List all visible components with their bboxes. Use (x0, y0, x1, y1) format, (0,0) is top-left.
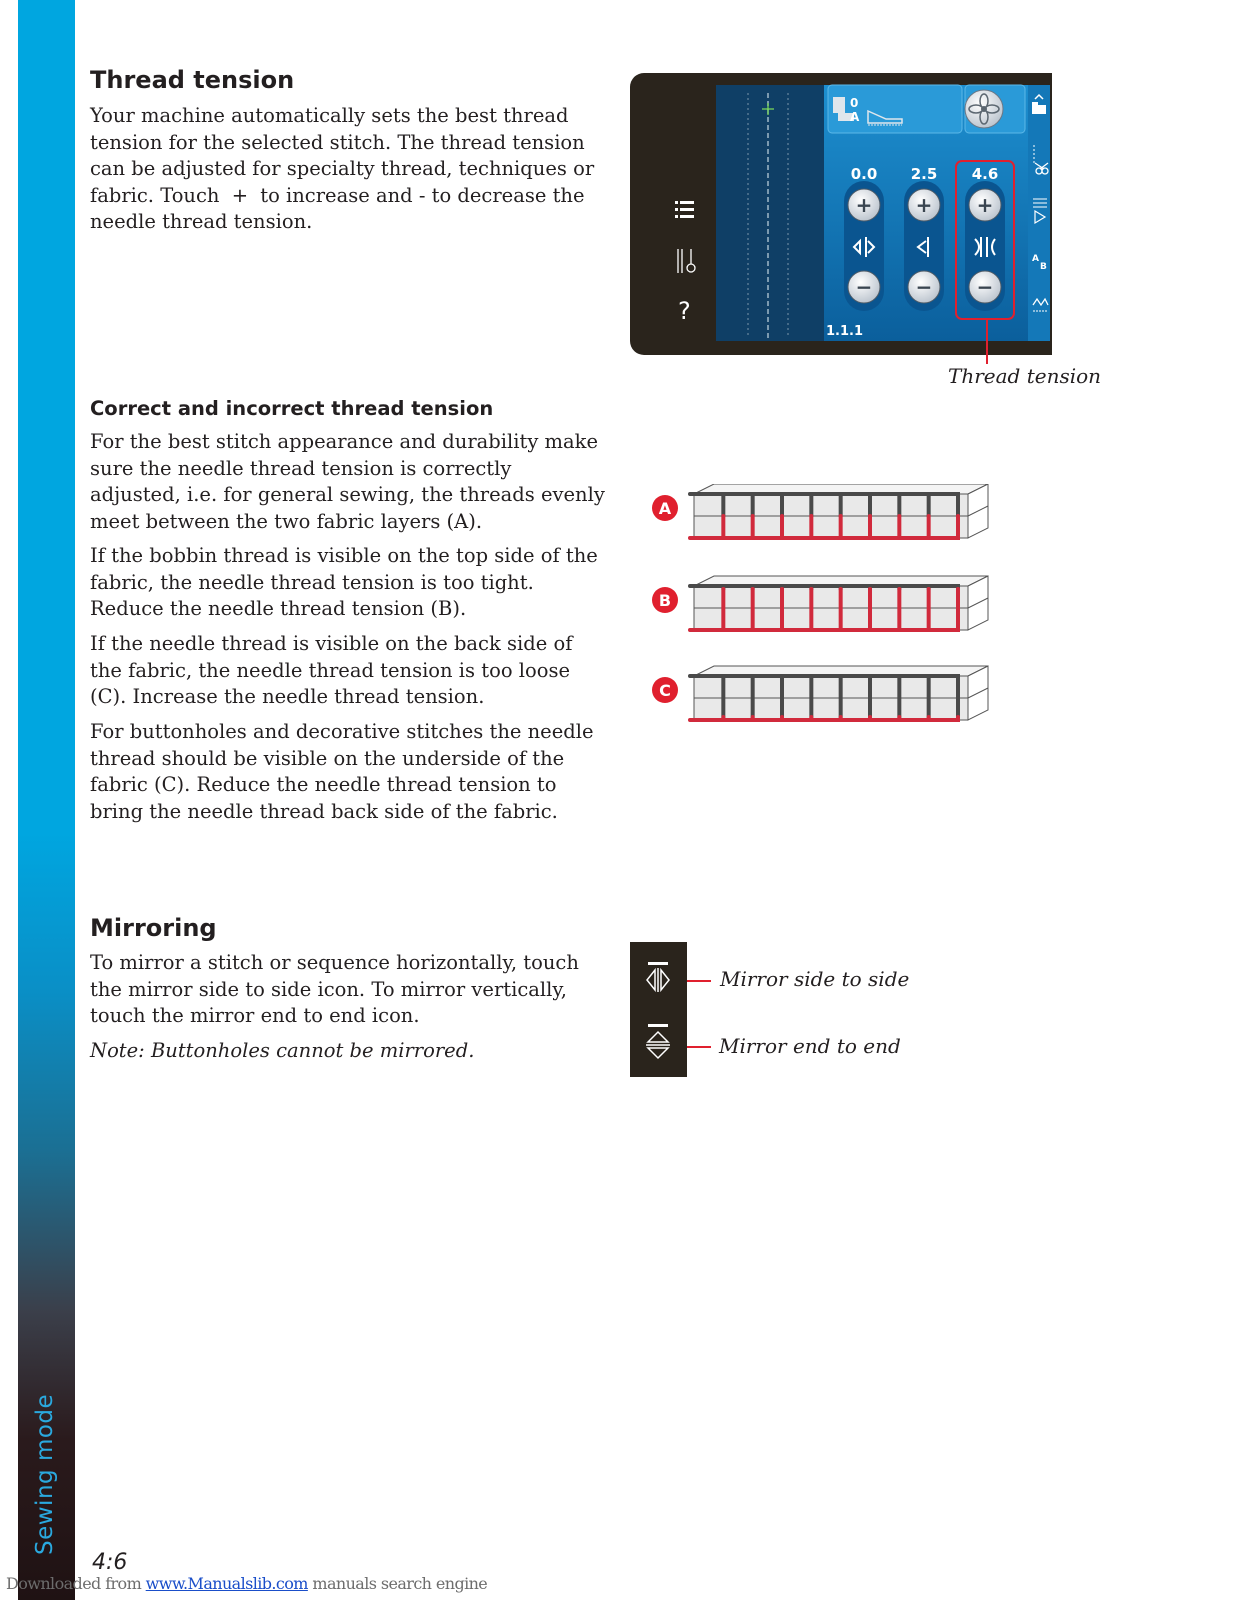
body-text-after: to increase and - to decrease the needle thread tension. (90, 183, 585, 233)
mirror-end-to-end-icon (646, 1024, 670, 1058)
plus-button-0-glyph: + (855, 193, 873, 217)
sidebar-section-label: Sewing mode (32, 1393, 58, 1555)
label-letter-c: C (659, 681, 671, 700)
footer-prefix: Downloaded from (6, 1574, 142, 1593)
tension-illustrations (648, 484, 1028, 754)
minus-button-2-glyph: − (976, 275, 994, 299)
footer-suffix: manuals search engine (312, 1574, 488, 1593)
mirror-side-to-side-icon (647, 962, 669, 992)
section-title-thread-tension: Thread tension (90, 66, 295, 94)
mirror-end-to-end-label: Mirror end to end (719, 1034, 901, 1058)
stitch-menu-icon (965, 90, 1003, 128)
manualslib-link[interactable]: www.Manualslib.com (145, 1574, 308, 1593)
mirroring-note: Note: Buttonholes cannot be mirrored. (90, 1039, 475, 1062)
plus-symbol: + (231, 183, 249, 207)
program-number: 1.1.1 (826, 324, 864, 339)
mirroring-body: To mirror a stitch or sequence horizontally, touch the mirror side to side icon. To mirror vertically, touch the mirror end to end icon. (90, 951, 579, 1027)
svg-text:0: 0 (850, 96, 859, 110)
minus-button-1-glyph: − (915, 275, 933, 299)
menu-list-icon (675, 201, 694, 218)
svg-text:A: A (850, 110, 860, 124)
plus-button-1-glyph: + (915, 193, 933, 217)
plus-button-2-glyph: + (976, 193, 994, 217)
footer (6, 1574, 487, 1593)
page-number: 4:6 (92, 1550, 128, 1575)
body-text-before: Your machine automatically sets the best thread tension for the selected stitch. The thread tension can be adjusted for specialty thread, techniques or fabric. Touch (90, 104, 595, 207)
tension-value-0: 0.0 (850, 165, 878, 183)
thread-tension-caption: Thread tension (948, 364, 1102, 388)
stitch-preview-area (716, 85, 824, 341)
paragraph-buttonholes: For buttonholes and decorative stitches the needle thread should be visible on the underside of the fabric (C). Reduce the needle thread tension to bring the needle thread back side of the fabric. (90, 720, 594, 823)
settings-tools-icon (678, 249, 695, 273)
mirror-side-callout-line (687, 980, 711, 982)
sidebar-color-band (18, 0, 75, 1600)
paragraph-correct-tension: For the best stitch appearance and durability make sure the needle thread tension is correctly adjusted, i.e. for general sewing, the threads evenly meet between the two fabric layers (A). (90, 430, 605, 533)
tension-value-1: 2.5 (910, 165, 938, 183)
machine-screen-figure (630, 73, 1052, 355)
thread-tension-callout-line (986, 319, 988, 364)
paragraph-too-loose: If the needle thread is visible on the back side of the fabric, the needle thread tension is too loose (C). Increase the needle thread tension. (90, 632, 573, 708)
section-title-correct-incorrect: Correct and incorrect thread tension (90, 397, 494, 420)
fabric-diagram-c (652, 666, 988, 720)
fabric-diagram-a (652, 484, 988, 538)
section-title-mirroring: Mirroring (90, 914, 217, 942)
tension-value-2: 4.6 (971, 165, 999, 183)
mirror-side-to-side-label: Mirror side to side (720, 967, 910, 991)
paragraph-too-tight: If the bobbin thread is visible on the top side of the fabric, the needle thread tension is too tight. Reduce the needle thread tension (B). (90, 544, 598, 620)
minus-button-0-glyph: − (855, 275, 873, 299)
help-icon: ? (678, 297, 691, 325)
label-letter-a: A (658, 499, 672, 518)
mirror-icons-panel (630, 942, 687, 1077)
svg-text:A: A (1032, 254, 1039, 264)
mirror-end-callout-line (687, 1046, 711, 1048)
thread-tension-body (90, 103, 608, 236)
label-letter-b: B (658, 591, 672, 610)
fabric-diagram-b (652, 576, 988, 630)
svg-text:B: B (1040, 262, 1047, 272)
